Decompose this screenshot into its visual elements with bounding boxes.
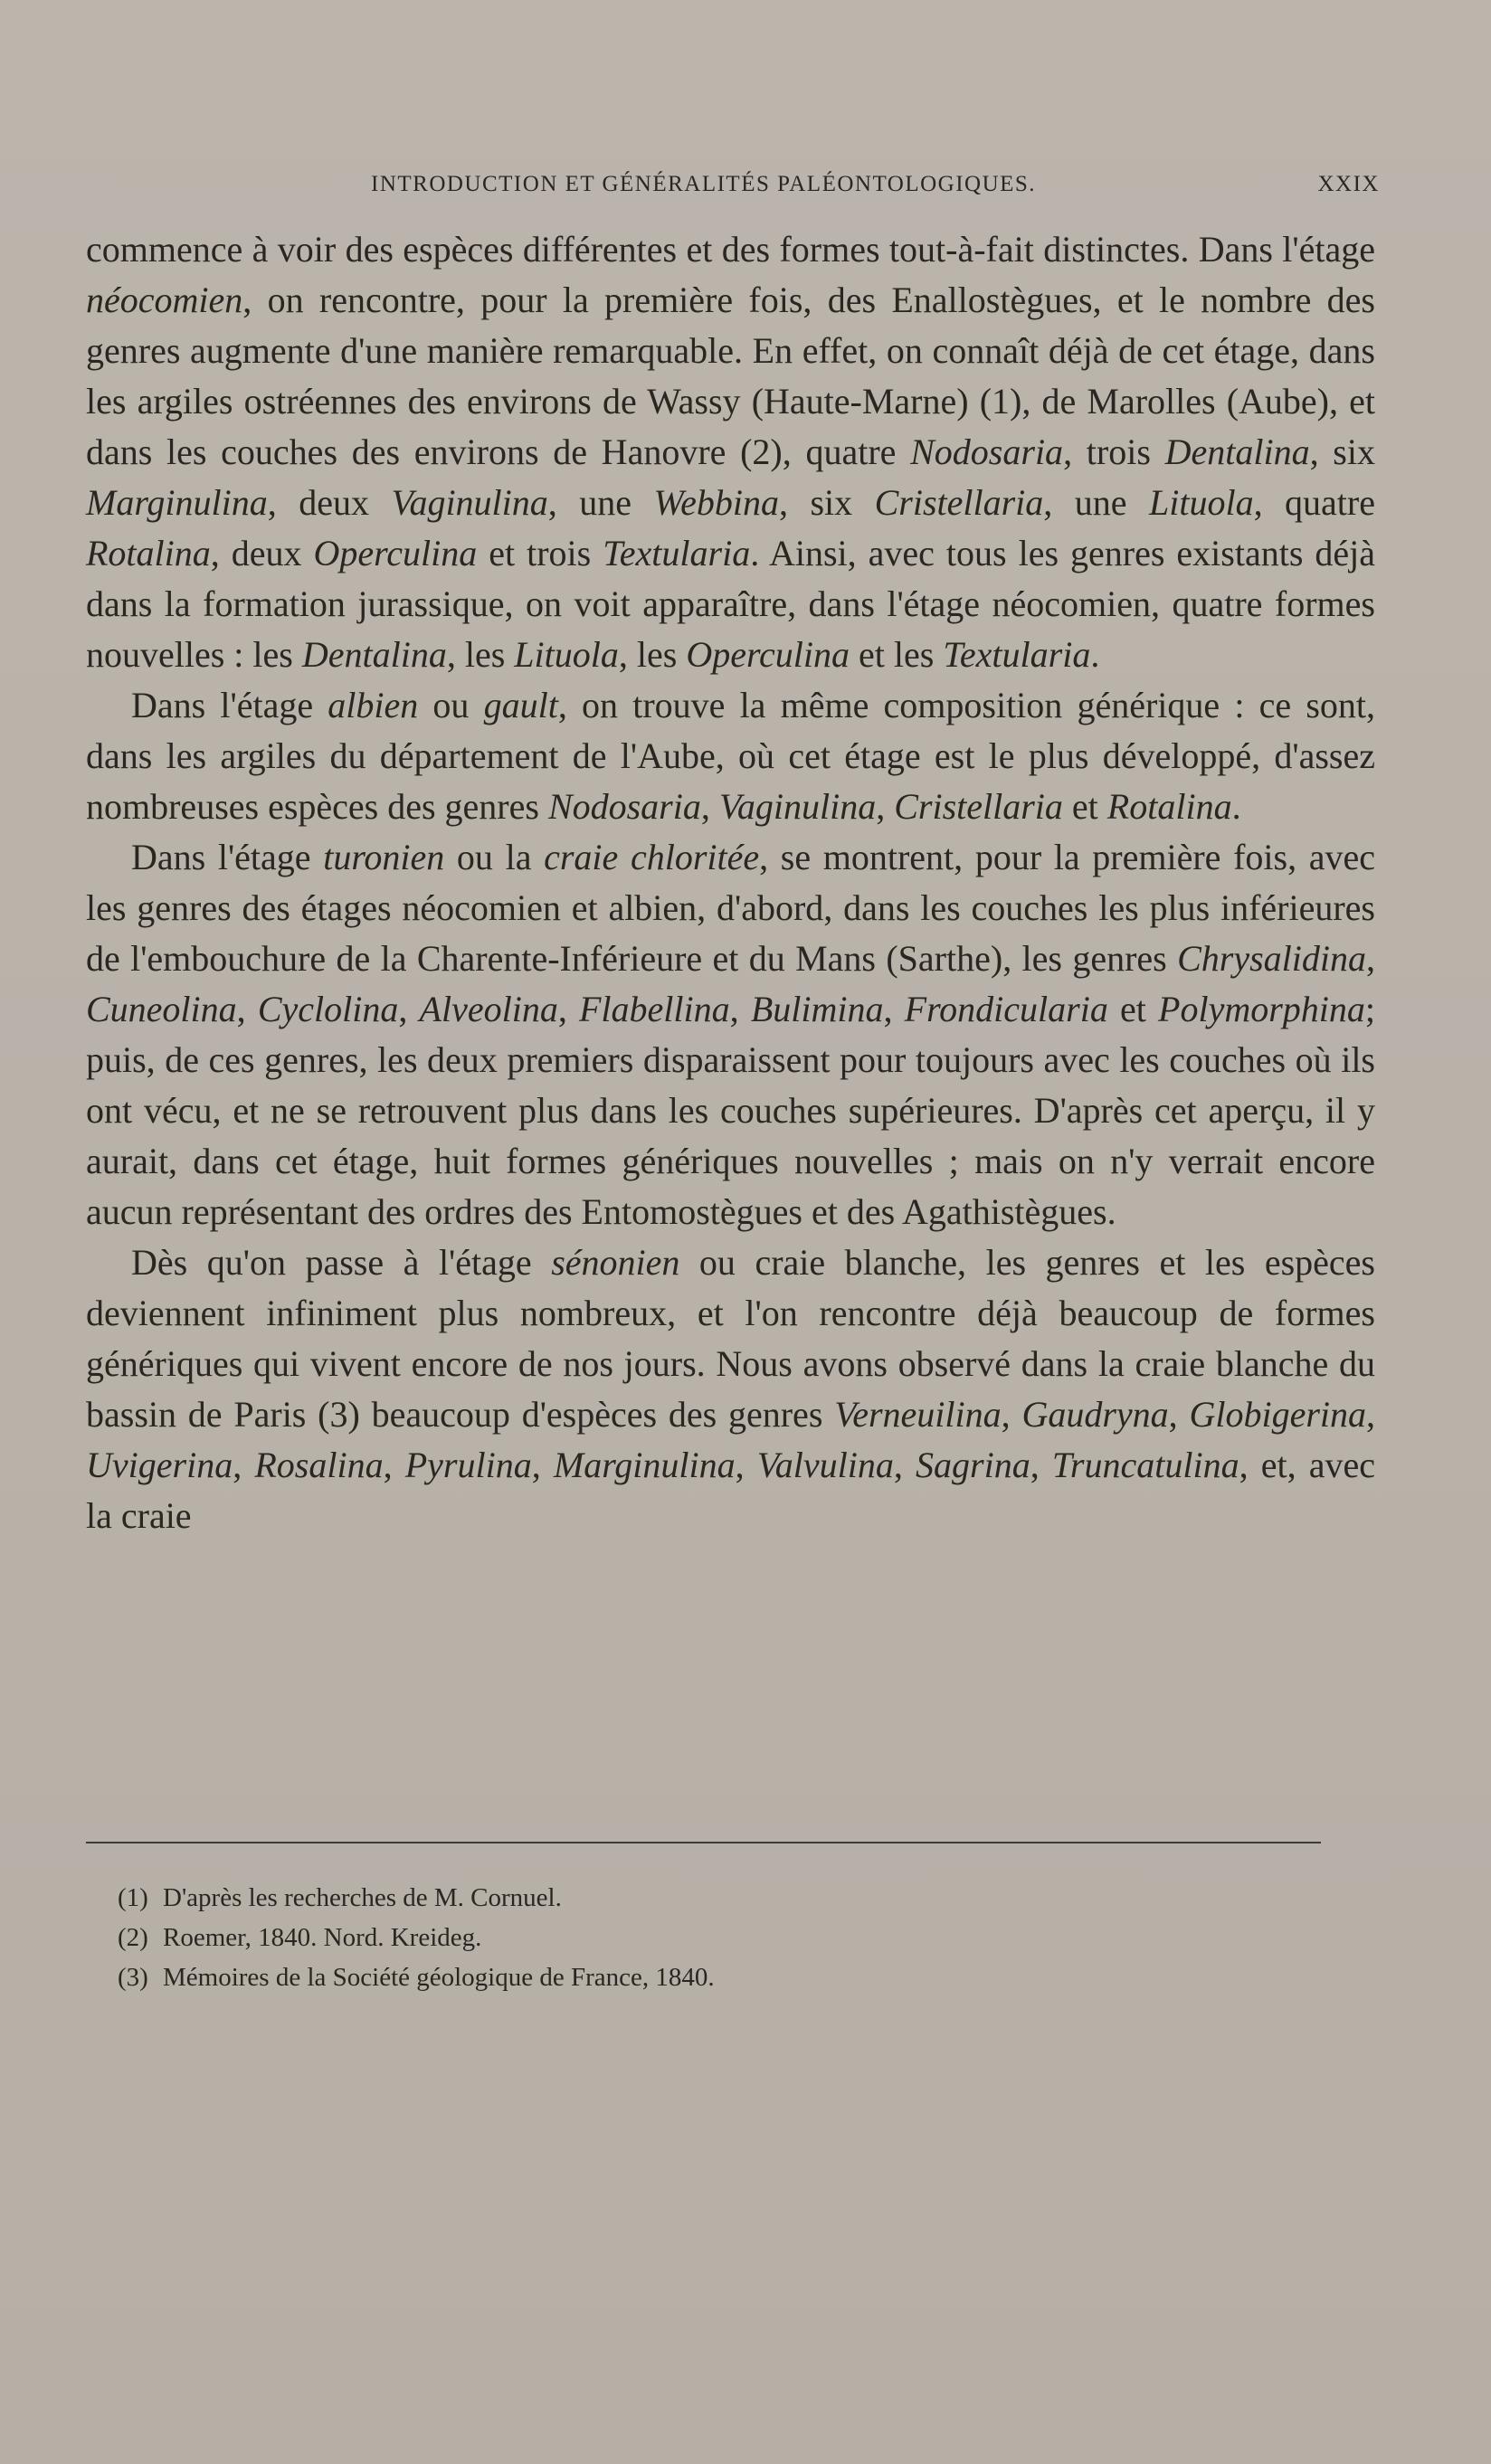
text-run: et — [1062, 786, 1107, 827]
running-head — [86, 172, 1380, 208]
paragraph — [86, 832, 1375, 1237]
text-run: , — [876, 786, 895, 827]
text-run: , deux — [267, 482, 392, 523]
italic-term: Bulimina — [750, 989, 884, 1029]
text-run: ou — [418, 685, 484, 725]
text-run: , — [735, 1445, 757, 1485]
running-head-title: INTRODUCTION ET GÉNÉRALITÉS PALÉONTOLOGIQUES. — [371, 172, 1037, 196]
footnote — [118, 1918, 1294, 1957]
text-run: , — [700, 786, 719, 827]
italic-term: Marginulina — [553, 1445, 736, 1485]
footnote-text: Mémoires de la Société géologique de France, 1840. — [163, 1963, 715, 1992]
italic-term: Alveolina — [419, 989, 558, 1029]
italic-term: Marginulina — [86, 482, 268, 523]
text-run: et les — [850, 634, 944, 675]
text-run: , une — [547, 482, 654, 523]
footnote-divider — [86, 1842, 1321, 1843]
text-run: Dans l'étage — [131, 685, 328, 725]
italic-term: Operculina — [313, 533, 478, 573]
text-run: . — [1090, 634, 1100, 675]
text-run: , — [1366, 938, 1375, 979]
italic-term: Vaginulina — [718, 786, 877, 827]
text-run: , — [1366, 1394, 1376, 1435]
italic-term: Nodosaria — [547, 786, 701, 827]
italic-term: Cyclolina — [257, 989, 399, 1029]
page-number: XXIX — [1317, 172, 1380, 196]
italic-term: Valvulina — [756, 1445, 894, 1485]
text-run: , — [883, 989, 905, 1029]
italic-term: Cristellaria — [874, 482, 1044, 523]
footnote-number: (1) — [118, 1883, 148, 1912]
text-run: , — [398, 989, 420, 1029]
italic-term: Cuneolina — [86, 989, 237, 1029]
text-run: , on rencontre, pour la première fois, des Enallostègues, et le nombre des genres augmente d'une manière remarquable. En effet, on connaît déjà de cet étage, dans les argiles ostréennes des environs de Wassy (Haute-Marne) (1), de Marolles (Aube), et dans les couches des environs de Hanovre (2), quatre — [86, 280, 1375, 472]
italic-term: Rotalina — [86, 533, 211, 573]
italic-term: Dentalina — [301, 634, 447, 675]
italic-term: Uvigerina — [86, 1445, 233, 1485]
text-run: , — [1001, 1394, 1022, 1435]
text-run: , — [383, 1445, 405, 1485]
text-run: , — [1030, 1445, 1052, 1485]
text-run: , une — [1043, 482, 1149, 523]
text-run: , — [893, 1445, 916, 1485]
text-run: , les — [446, 634, 515, 675]
italic-term: Lituola — [514, 634, 619, 675]
italic-term: Globigerina — [1189, 1394, 1367, 1435]
text-run: . Ainsi, avec tous les genres existants déjà dans la formation jurassique, on voit apparaître, dans l'étage néocomien, quatre formes nouvelles : les — [86, 533, 1376, 675]
italic-term: Webbina — [653, 482, 779, 523]
italic-term: Rotalina — [1106, 786, 1232, 827]
text-run: ; puis, de ces genres, les deux premiers disparaissent pour toujours avec les couches où ils ont vécu, et ne se retrouvent plus dans les couches supérieures. D'après cet aperçu, il y aurait, dans cet étage, huit formes génériques nouvelles ; mais on n'y verrait encore aucun représentant des ordres des Entomostègues et des Agathistègues. — [86, 989, 1376, 1232]
text-run: , — [531, 1445, 554, 1485]
footnote — [118, 1878, 1294, 1918]
paragraph — [86, 1237, 1375, 1541]
text-run: ou la — [444, 837, 545, 877]
italic-term: Pyrulina — [404, 1445, 532, 1485]
paragraph — [86, 224, 1375, 680]
italic-term: turonien — [323, 837, 445, 877]
text-run: . — [1231, 786, 1241, 827]
italic-term: Textularia — [603, 533, 751, 573]
italic-term: gault — [483, 685, 558, 725]
text-run: Dans l'étage — [131, 837, 324, 877]
italic-term: Frondicularia — [904, 989, 1108, 1029]
text-run: ou craie blanche, les genres et les espèces deviennent infiniment plus nombreux, et l'on rencontre déjà beaucoup de formes génériques qui vivent encore de nos jours. Nous avons observé dans la craie blanche du bassin de Paris (3) beaucoup d'espèces des genres — [86, 1242, 1375, 1435]
text-run: , — [1168, 1394, 1190, 1435]
italic-term: Polymorphina — [1158, 989, 1365, 1029]
italic-term: Operculina — [686, 634, 850, 675]
footnote-number: (3) — [118, 1963, 148, 1992]
text-run: , se montrent, pour la première fois, avec les genres des étages néocomien et albien, d'abord, dans les couches les plus inférieures de l'embouchure de la Charente-Inférieure et du Mans (Sarthe), les genres — [86, 837, 1376, 979]
text-run: , — [233, 1445, 255, 1485]
text-run: , six — [1309, 431, 1375, 472]
italic-term: Vaginulina — [391, 482, 548, 523]
text-run: et — [1107, 989, 1159, 1029]
text-run: Dès qu'on passe à l'étage — [131, 1242, 552, 1283]
italic-term: Flabellina — [579, 989, 730, 1029]
italic-term: Rosalina — [254, 1445, 384, 1485]
footnote — [118, 1957, 1294, 1997]
italic-term: albien — [328, 685, 419, 725]
italic-term: sénonien — [551, 1242, 680, 1283]
italic-term: Sagrina — [916, 1445, 1030, 1485]
footnote-text: Roemer, 1840. Nord. Kreideg. — [163, 1923, 482, 1952]
italic-term: craie chloritée — [544, 837, 760, 877]
footnotes — [118, 1878, 1294, 1997]
footnote-text: D'après les recherches de M. Cornuel. — [163, 1883, 562, 1912]
italic-term: Chrysalidina — [1177, 938, 1366, 979]
italic-term: Lituola — [1148, 482, 1254, 523]
footnote-number: (2) — [118, 1923, 148, 1952]
text-run: , on trouve la même composition générique : ce sont, dans les argiles du département de l'Aube, où cet étage est le plus développé, d'assez nombreuses espèces des genres — [86, 685, 1376, 827]
text-run: , — [729, 989, 751, 1029]
text-run: , trois — [1063, 431, 1165, 472]
text-run: , quatre — [1253, 482, 1375, 523]
text-run: , et, avec la craie — [86, 1445, 1376, 1536]
text-run: et trois — [477, 533, 603, 573]
text-run: , — [236, 989, 258, 1029]
italic-term: Truncatulina — [1051, 1445, 1239, 1485]
italic-term: Nodosaria — [910, 431, 1064, 472]
body-text — [86, 224, 1375, 1541]
italic-term: Verneuilina — [834, 1394, 1002, 1435]
italic-term: Textularia — [943, 634, 1091, 675]
italic-term: Cristellaria — [894, 786, 1063, 827]
text-run: , les — [618, 634, 687, 675]
italic-term: Gaudryna — [1021, 1394, 1169, 1435]
italic-term: Dentalina — [1164, 431, 1310, 472]
italic-term: néocomien — [86, 280, 243, 320]
text-run: , deux — [210, 533, 314, 573]
text-run: , six — [778, 482, 875, 523]
text-run: , — [557, 989, 579, 1029]
paragraph — [86, 680, 1375, 832]
text-run: commence à voir des espèces différentes et des formes tout-à-fait distinctes. Dans l'étage — [86, 229, 1375, 270]
